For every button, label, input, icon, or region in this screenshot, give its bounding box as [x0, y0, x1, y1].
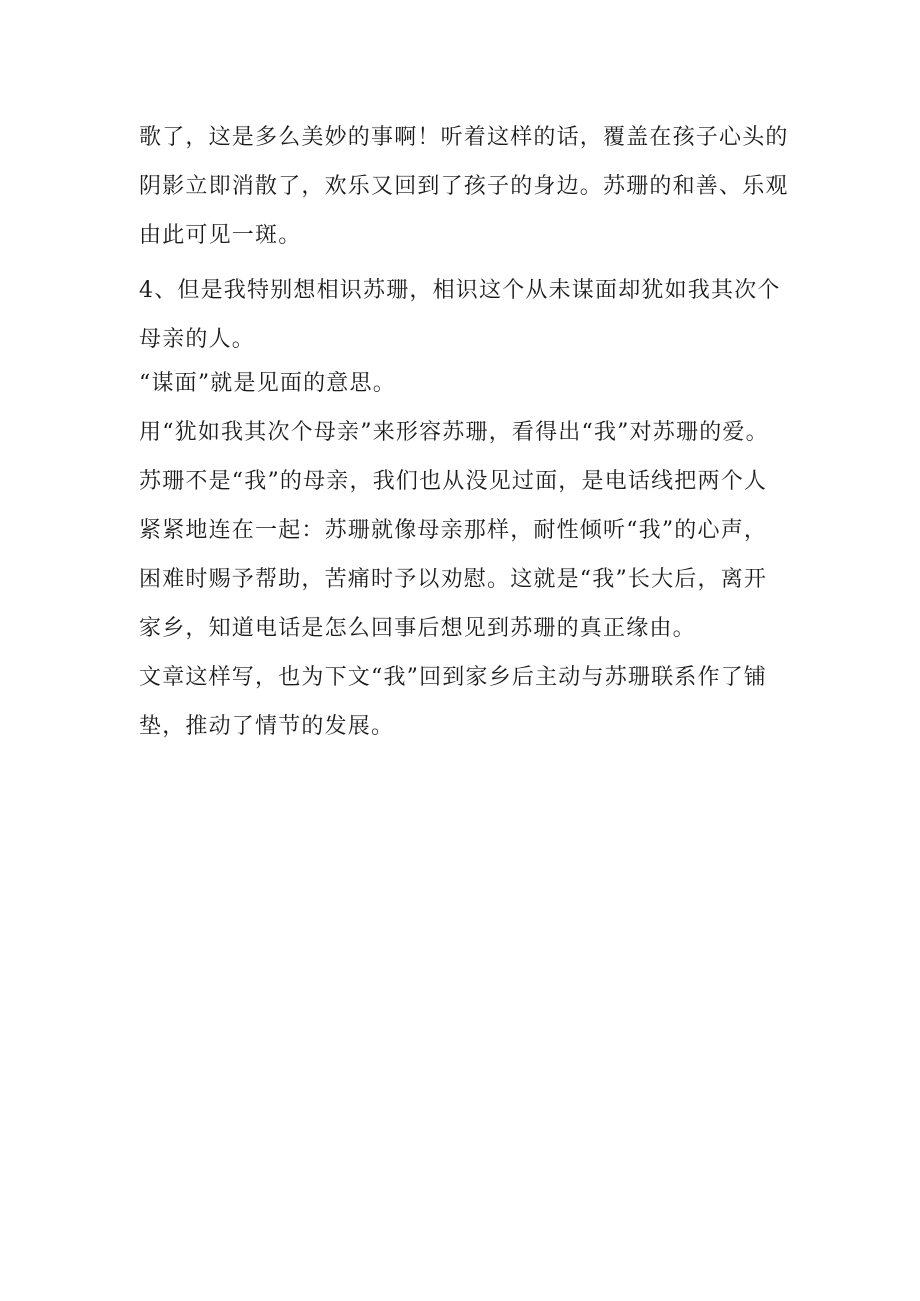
text-line: 母亲的人。	[139, 327, 256, 352]
text-line: 文章这样写，也为下文“我”回到家乡后主动与苏珊联系作了铺	[139, 665, 768, 690]
paragraph-analysis	[139, 408, 789, 653]
text-line: 困难时赐予帮助，苦痛时予以劝慰。这就是“我”长大后，离开	[139, 567, 768, 592]
text-line: “谋面”就是见面的意思。	[139, 371, 396, 396]
text-line: 垫，推动了情节的发展。	[139, 714, 395, 739]
text-line: 紧紧地连在一起：苏珊就像母亲那样，耐性倾听“我”的心声，	[139, 518, 768, 543]
paragraph-conclusion	[139, 653, 789, 751]
text-line: 歌了，这是多么美妙的事啊！听着这样的话，覆盖在孩子心头的	[139, 125, 789, 150]
text-line: 苏珊不是“我”的母亲，我们也从没见过面，是电话线把两个人	[139, 469, 768, 494]
text-line: 阴影立即消散了，欢乐又回到了孩子的身边。苏珊的和善、乐观	[139, 174, 789, 199]
paragraph-continuation	[139, 113, 789, 260]
document-body	[139, 113, 789, 751]
paragraph-definition	[139, 359, 789, 408]
text-line: 用“犹如我其次个母亲”来形容苏珊，看得出“我”对苏珊的爱。	[139, 420, 769, 445]
text-line: 4、但是我特别想相识苏珊，相识这个从未谋面却犹如我其次个	[139, 278, 781, 303]
text-line: 家乡，知道电话是怎么回事后想见到苏珊的真正缘由。	[139, 616, 696, 641]
text-line: 由此可见一斑。	[139, 223, 302, 248]
paragraph-item-4	[139, 266, 789, 364]
